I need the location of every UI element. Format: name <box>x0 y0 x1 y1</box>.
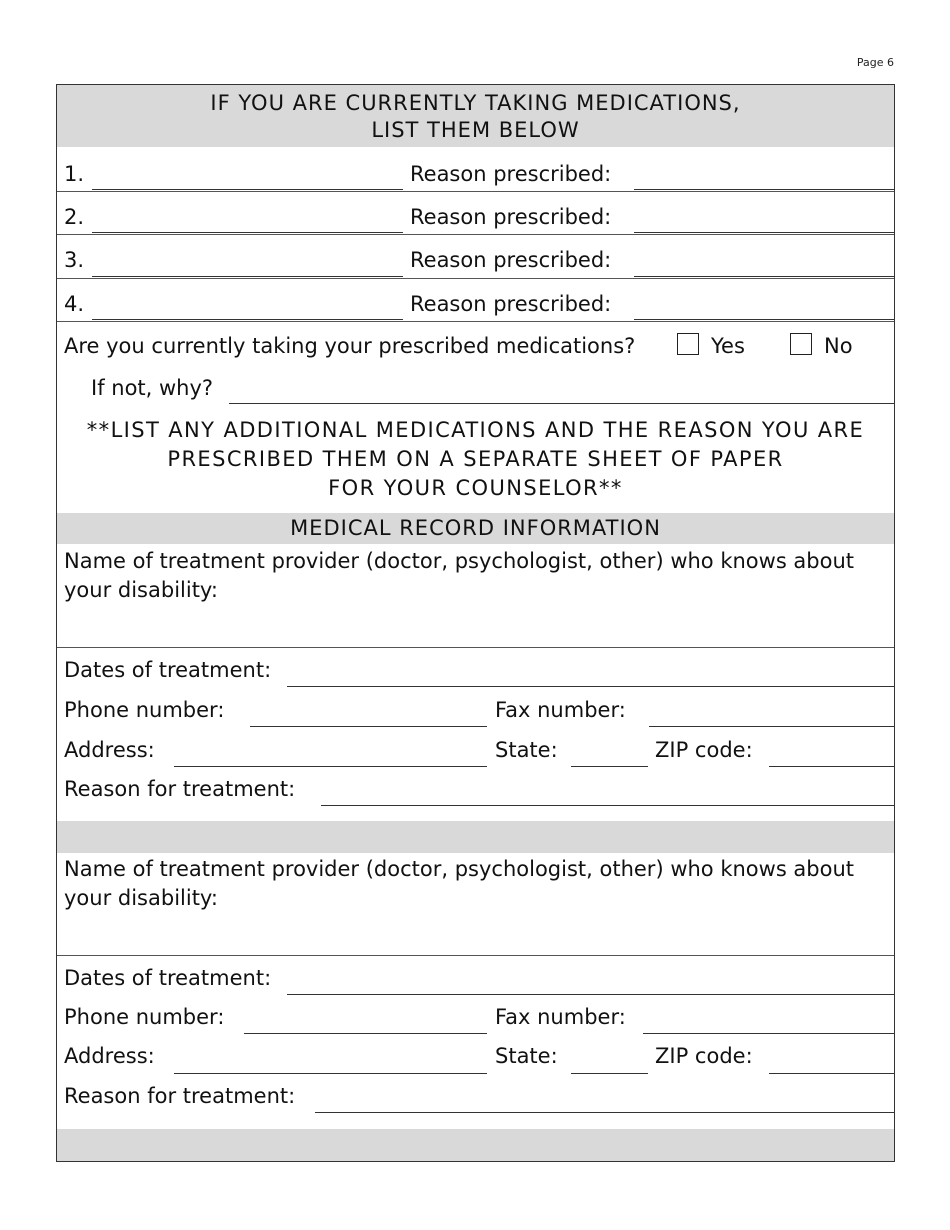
medical-record-header: MEDICAL RECORD INFORMATION <box>57 513 894 544</box>
medication-number-1: 1. <box>64 162 85 186</box>
zip-code-field-1[interactable] <box>769 766 894 767</box>
reason-prescribed-label-4: Reason prescribed: <box>410 292 612 316</box>
row-divider <box>57 191 894 192</box>
medications-header <box>57 85 894 147</box>
medication-name-field-1[interactable] <box>92 189 403 190</box>
medication-name-field-2[interactable] <box>92 232 403 233</box>
phone-number-label-1: Phone number: <box>64 698 225 722</box>
reason-prescribed-field-1[interactable] <box>634 189 894 190</box>
medication-name-field-3[interactable] <box>92 276 403 277</box>
reason-for-treatment-field-1[interactable] <box>321 805 894 806</box>
state-field-1[interactable] <box>571 766 648 767</box>
phone-number-label-2: Phone number: <box>64 1005 225 1029</box>
address-label-2: Address: <box>64 1044 155 1068</box>
medications-header-line1: IF YOU ARE CURRENTLY TAKING MEDICATIONS, <box>210 91 741 115</box>
fax-number-field-2[interactable] <box>643 1033 894 1034</box>
if-not-why-field[interactable] <box>229 403 894 404</box>
zip-code-field-2[interactable] <box>769 1073 894 1074</box>
reason-prescribed-field-2[interactable] <box>634 232 894 233</box>
note-line3: FOR YOUR COUNSELOR** <box>328 476 623 500</box>
section-divider <box>57 955 894 956</box>
phone-number-field-1[interactable] <box>250 726 487 727</box>
yes-label: Yes <box>711 334 745 358</box>
zip-code-label-1: ZIP code: <box>655 738 753 762</box>
state-label-2: State: <box>495 1044 558 1068</box>
dates-of-treatment-field-2[interactable] <box>287 994 894 995</box>
reason-prescribed-field-4[interactable] <box>634 319 894 320</box>
provider-name-prompt-2: Name of treatment provider (doctor, psychologist, other) who knows about your disability: <box>64 857 855 910</box>
reason-prescribed-label-2: Reason prescribed: <box>410 205 612 229</box>
fax-number-label-2: Fax number: <box>495 1005 626 1029</box>
state-field-2[interactable] <box>571 1073 648 1074</box>
medication-number-3: 3. <box>64 248 85 272</box>
form-frame <box>56 84 895 1162</box>
provider-separator-band <box>57 821 894 853</box>
bottom-band <box>57 1129 894 1161</box>
state-label-1: State: <box>495 738 558 762</box>
fax-number-label-1: Fax number: <box>495 698 626 722</box>
medication-name-field-4[interactable] <box>92 319 403 320</box>
reason-for-treatment-field-2[interactable] <box>315 1112 894 1113</box>
row-divider <box>57 234 894 235</box>
reason-for-treatment-label-1: Reason for treatment: <box>64 777 296 801</box>
if-not-why-label: If not, why? <box>91 376 214 400</box>
row-divider <box>57 321 894 322</box>
section-divider <box>57 647 894 648</box>
note-line2: PRESCRIBED THEM ON A SEPARATE SHEET OF PAPER <box>167 447 784 471</box>
provider-name-prompt-1: Name of treatment provider (doctor, psychologist, other) who knows about your disability: <box>64 549 855 602</box>
no-checkbox[interactable] <box>790 333 812 355</box>
row-divider <box>57 278 894 279</box>
yes-checkbox[interactable] <box>677 333 699 355</box>
additional-medications-note <box>57 416 894 503</box>
zip-code-label-2: ZIP code: <box>655 1044 753 1068</box>
address-label-1: Address: <box>64 738 155 762</box>
medication-number-2: 2. <box>64 205 85 229</box>
dates-of-treatment-label-2: Dates of treatment: <box>64 966 272 990</box>
no-label: No <box>824 334 853 358</box>
fax-number-field-1[interactable] <box>649 726 894 727</box>
note-line1: **LIST ANY ADDITIONAL MEDICATIONS AND THE REASON YOU ARE <box>86 418 865 442</box>
reason-prescribed-label-1: Reason prescribed: <box>410 162 612 186</box>
phone-number-field-2[interactable] <box>244 1033 487 1034</box>
medication-number-4: 4. <box>64 292 85 316</box>
medications-header-line2: LIST THEM BELOW <box>371 118 580 142</box>
dates-of-treatment-field-1[interactable] <box>287 686 894 687</box>
address-field-2[interactable] <box>174 1073 487 1074</box>
address-field-1[interactable] <box>174 766 487 767</box>
page-number: Page 6 <box>856 56 894 69</box>
taking-medications-question: Are you currently taking your prescribed medications? <box>64 334 636 358</box>
reason-for-treatment-label-2: Reason for treatment: <box>64 1084 296 1108</box>
reason-prescribed-label-3: Reason prescribed: <box>410 248 612 272</box>
reason-prescribed-field-3[interactable] <box>634 276 894 277</box>
dates-of-treatment-label-1: Dates of treatment: <box>64 658 272 682</box>
